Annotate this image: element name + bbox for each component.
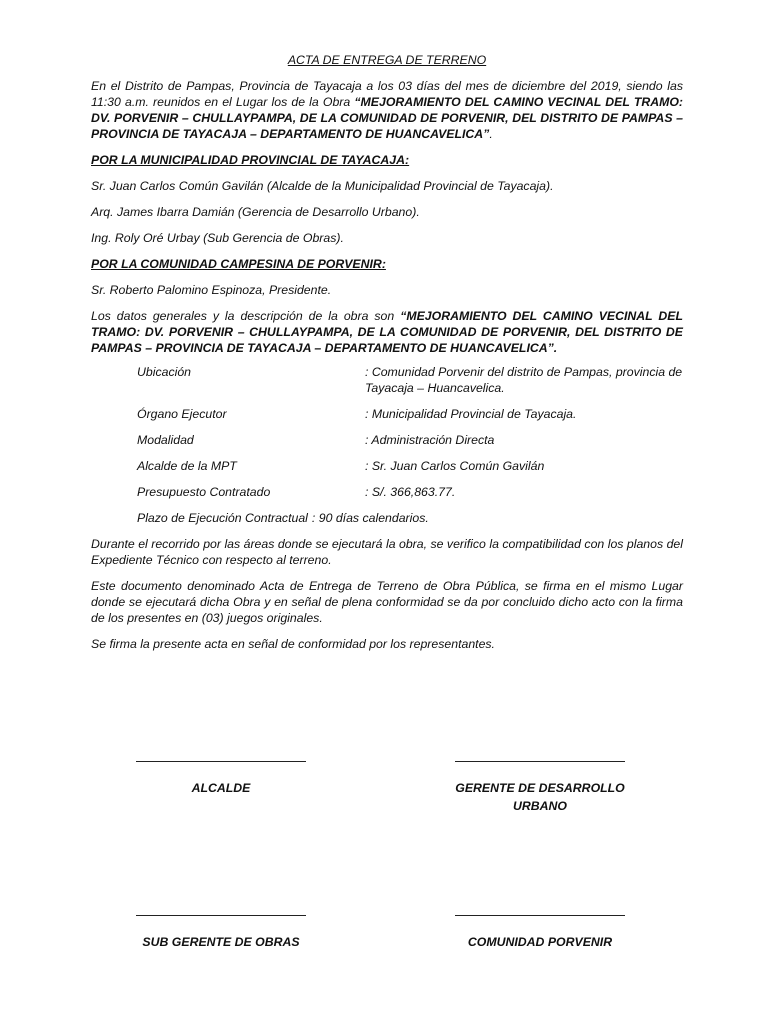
member-gerente: Arq. James Ibarra Damián (Gerencia de Desarrollo Urbano). (91, 205, 420, 219)
signature-caption: GERENTE DE DESARROLLO URBANO (455, 781, 625, 813)
signature-line (136, 761, 306, 762)
municipalidad-heading: POR LA MUNICIPALIDAD PROVINCIAL DE TAYACAJA: (91, 153, 410, 167)
signature-line (455, 761, 625, 762)
detail-row: Modalidad : Administración Directa (137, 433, 495, 447)
documento-paragraph: Este documento denominado Acta de Entrega de Terreno de Obra Pública, se firma en el mismo Lugar donde se ejecutará dicha Obra y en señal de plena conformidad se da por concluido dicho acto con la firma de los presentes en (03) juegos originales. (91, 579, 683, 625)
signature-gerente (430, 761, 650, 815)
comunidad-heading: POR LA COMUNIDAD CAMPESINA DE PORVENIR: (91, 257, 386, 271)
signature-caption: ALCALDE (191, 781, 251, 795)
signature-line (455, 915, 625, 916)
member-presidente: Sr. Roberto Palomino Espinoza, Presidente. (91, 283, 332, 297)
obra-name: “MEJORAMIENTO DEL CAMINO VECINAL DEL TRAMO: DV. PORVENIR – CHULLAYPAMPA, DE LA COMUNIDAD DE PORVENIR, DEL DISTRITO DE PAMPAS – PROVINCIA DE TAYACAJA – DEPARTAMENTO DE HUANCAVELICA” (91, 95, 683, 141)
datos-paragraph: Los datos generales y la descripción de la obra son “MEJORAMIENTO DEL CAMINO VECINAL DEL TRAMO: DV. PORVENIR – CHULLAYPAMPA, DE LA COMUNIDAD DE PORVENIR, DEL DISTRITO DE PAMPAS – PROVINCIA DE TAYACAJA – DEPARTAMENTO DE HUANCAVELICA”. (91, 309, 684, 355)
recorrido-paragraph: Durante el recorrido por las áreas donde se ejecutará la obra, se verifico la compatibilidad con los planos del Expediente Técnico con respecto al terreno. (91, 537, 683, 567)
signature-caption: COMUNIDAD PORVENIR (467, 935, 613, 949)
detail-row: Presupuesto Contratado : S/. 366,863.77. (137, 485, 456, 499)
intro-paragraph: En el Distrito de Pampas, Provincia de Tayacaja a los 03 días del mes de diciembre del 2019, siendo las 11:30 a.m. reunidos en el Lugar los de la Obra “MEJORAMIENTO DEL CAMINO VECINAL DEL TRAMO: DV. PORVENIR – CHULLAYPAMPA, DE LA COMUNIDAD DE PORVENIR, DEL DISTRITO DE PAMPAS – PROVINCIA DE TAYACAJA – DEPARTAMENTO DE HUANCAVELICA”. (91, 79, 683, 141)
signature-comunidad (430, 915, 650, 951)
detail-row: Alcalde de la MPT : Sr. Juan Carlos Común Gavilán (137, 459, 545, 473)
signature-line (136, 915, 306, 916)
detail-row: Ubicación : Comunidad Porvenir del distrito de Pampas, provincia de Tayacaja – Huancavelica. (137, 365, 683, 395)
document-title: ACTA DE ENTREGA DE TERRENO (287, 53, 487, 67)
signature-alcalde (111, 761, 331, 797)
member-subgerente: Ing. Roly Oré Urbay (Sub Gerencia de Obras). (91, 231, 344, 245)
signature-subgerente (111, 915, 331, 951)
obra-name-repeat: “MEJORAMIENTO DEL CAMINO VECINAL DEL TRAMO: DV. PORVENIR – CHULLAYPAMPA, DE LA COMUNIDAD DE PORVENIR, DEL DISTRITO DE PAMPAS – PROVINCIA DE TAYACAJA – DEPARTAMENTO DE HUANCAVELICA”. (91, 309, 684, 355)
firma-paragraph: Se firma la presente acta en señal de conformidad por los representantes. (91, 637, 495, 651)
member-alcalde: Sr. Juan Carlos Común Gavilán (Alcalde de la Municipalidad Provincial de Tayacaja). (91, 179, 554, 193)
detail-row: Órgano Ejecutor : Municipalidad Provincial de Tayacaja. (137, 407, 577, 421)
detail-row: Plazo de Ejecución Contractual : 90 días calendarios. (137, 511, 429, 525)
document-body (91, 52, 683, 662)
project-details (137, 364, 683, 526)
signature-caption: SUB GERENTE DE OBRAS (142, 935, 300, 949)
